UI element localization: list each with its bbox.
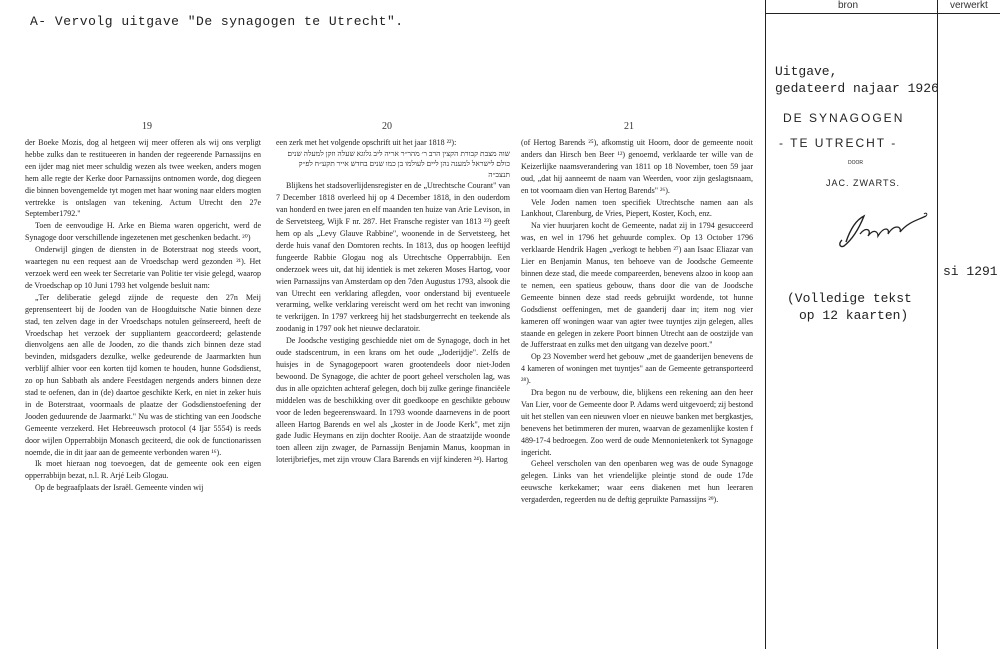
booklet-title-line-1: DE SYNAGOGEN <box>783 111 905 125</box>
paragraph: (of Hertog Barends ²⁵), afkomstig uit Hoorn, door de gemeente nooit anders dan Hirsch ben Beer ¹²) genoemd, verklaarde ter wille van de Keizerlijke naamsverandering van 1811 op 18 November, toen 59 jaar oud, „dat hij aanneemt de naam van Weerden, voor zijn geslagtsnaam, en tot voornaam dien van Hertog Barends" ²⁶). <box>521 138 753 195</box>
note-line-1: (Volledige tekst <box>787 291 912 306</box>
paragraph: „Ter deliberatie gelegd zijnde de requeste den 27n Meij geprensenteert bij de Jooden van de Hoogduitsche Natie binnen deze stad, ten zelven dage in der Vroedschaps notulen geïnsereerd, heeft de Vroedschap het verzoek der suppliantern geaccordeerd; gelastende dienvolgens aen alle de Jooden, zo die thands zich binnen deze stad bevinden, midsgaders dezulke, welke gedeurende de Jaarmarkten hun verblijf alhier voor een korten tijd komen te houden, hunne Godsdienst, zo op hun Sabbath als andere Feestdagen nergends anders binnen deze stad te oefenen, dan in (de) daartoe geschikte Kerk, en niet in zeker huis in de Boterstraat, voormaals de plaatze der Godsdienstoefening der Jooden geduurende de Jaarmarkt." Nu was de stichting van een Joodsche Gemeente verzekerd. Het Hebreeuwsch protocol (4 Ijar 5554) is reeds door wijlen Opperrabbijn Monasch geciteerd, die ook de functionarissen noemde, die in dit jaar aan de gemeente verbonden waren ¹⁶). <box>25 292 261 457</box>
header-bron: bron <box>838 0 859 11</box>
paragraph: Vele Joden namen toen specifiek Utrechtsche namen aan als Lankhout, Clarenburg, de Vries, Piepert, Koster, Koch, enz. <box>521 197 753 219</box>
paragraph: der Boeke Mozis, dog al hetgeen wij meer offeren als wij ons verpligt hebbe zulks dan te restitueeren in handen der regeerende Parnassijns en een ijder mag niet meer schuldig wezen als twee weeken, anders mogen hem alle regte der Kerke door Parnassijns ontnomen worde, dog diegeen die binnen bovengemelde tyt mogen met haar woning naar elders mogten vertrekke is ontslagen van tekening. Actum Utrecht den 27e September1792." <box>25 138 261 219</box>
paragraph: Onderwijl gingen de diensten in de Boterstraat nog steeds voort, waartegen nu een request aan de Vroedschap werd gezonden ²¹). Het verzoek werd een week ter Secretarie van Politie ter visie gelegd, waarop de Vroedschap op 10 Juni 1793 het volgende besluit nam: <box>25 245 261 290</box>
paragraph: Geheel verscholen van den openbaren weg was de oude Synagoge gelegen. Links van het vriendelijke pleintje stond de oude 17de eeuwsche kerkekamer; waar eens diakenen met hun leeraren vergaderden, regeerden nu de deftig gepruikte Parnassijns ²⁹). <box>521 459 753 505</box>
paragraph: Ik moet hieraan nog toevoegen, dat de gemeente ook een eigen opperrabbijn bezat, n.l. R. Arjé Leib Glogau. <box>25 459 261 481</box>
sidebar-header-rule <box>765 13 1000 14</box>
page-heading: A- Vervolg uitgave "De synagogen te Utrecht". <box>30 14 404 29</box>
sidebar-left-border <box>765 0 766 649</box>
paragraph: Toen de eenvoudige H. Arke en Biema waren opgericht, werd de Synagoge door verschillende ingezetenen met geschenken bedacht. ²⁰) <box>25 221 261 243</box>
paragraph: Op de begraafplaats der Israël. Gemeente vinden wij <box>35 483 204 493</box>
author-signature <box>834 208 934 250</box>
paragraph: Na vier huurjaren kocht de Gemeente, nadat zij in 1794 gesucceerd was, en wel in 1796 het gehuurde complex. Op 13 October 1796 verklaarde Hendrik Hagen „verkogt te hebben ²⁷) aan Isaac Eliazar van Lier en Benjamin Manus, ten behoeve van de Joodsche Gemeente binnen deze stad, die meede compareerden, benevens alzoo in koop aan te nemen, een spatieus gebouw, thans door die van de Joodsche Gemeente binnen deze stad reeds gebruijkt wordende, tot hunne Godsdienst oeffeningen, met de gaanderij daar in; item nog vier kameren off woningen waar van agter twee tuyntjes zijn gelegen, alles staande en gelegen in zekere Poort binnen Utrecht aan de oostzijde van de Jufferstraat en zulks met den uitgang van dezelve poort." <box>521 221 753 350</box>
dated-label: gedateerd najaar 1926 <box>775 81 939 96</box>
booklet-title-line-2: - TE UTRECHT - <box>779 136 898 150</box>
page-number-21: 21 <box>624 121 634 132</box>
paragraph: een zerk met het volgende opschrift uit het jaar 1818 ²²): <box>276 138 457 147</box>
page-number-20: 20 <box>382 121 392 132</box>
text-column-20 <box>276 137 510 466</box>
page-number-19: 19 <box>142 121 152 132</box>
text-column-19 <box>25 137 261 494</box>
text-column-21 <box>521 137 753 506</box>
archive-code: si 1291 <box>943 264 998 279</box>
paragraph: Op 23 November werd het gebouw „met de gaanderijen benevens de 4 kameren of woningen met tuyntjes" aan de Gemeente getransporteerd ²⁸). <box>521 352 753 386</box>
author-name: JAC. ZWARTS. <box>826 178 901 188</box>
sidebar-column-divider <box>937 0 938 649</box>
note-line-2: op 12 kaarten) <box>799 308 909 323</box>
paragraph: De Joodsche vestiging geschiedde niet om de Synagoge, doch in het oude stadscentrum, in een krans om het oude „Joderijdje". Zelfs de huisjes in de Synagogepoort waren grootendeels door niet-Joden bewoond. De Synagoge, die achter de poort geheel verscholen lag, was dus in alle opzichten achteraf gelegen, doch bij zulke geringe financiëele middelen was de beschikking over dit goedkoope en geschikte gebouw voor de leden begeerenswaard. In 1793 woonde daarnevens in de poort alleen Hartog Barends en wel als „koster in de Joode Kerk", met zijn gade Judic Heymans en zijn dochter Rooije. Aan de straatzijde woonde toen alleen zijn zwager, de Parnassijn Benjamin Manus, koopman in loterijbriefjes, met zijn vrouw Clara Barends en vijf kinderen ²⁴). Hartog <box>276 336 510 465</box>
uitgave-label: Uitgave, <box>775 64 838 79</box>
header-verwerkt: verwerkt <box>950 0 988 11</box>
door-label: DOOR <box>848 160 863 166</box>
paragraph: Blijkens het stadsoverlijdensregister en de „Utrechtsche Courant" van 7 December 1818 overleed hij op 4 December 1818, in den ouderdom van honderd en twee jaren en elf maanden ten huize van Arie Levison, in de Servetsteeg, Wijk F nr. 287. Het Fransche register van 1813 ²³) geeft hem op als „Levy Glauve Rabbine", woonende in de Servetsteeg, het derde huis vanaf den Domtoren rechts. In 1813, dus op hoogen leeftijd fungeerde Rabbie Glogau nog als Utrechtsche Opperrabbijn. Een onderzoek wees uit, dat hij identiek is met zekeren Moses Hartog, voor wien Parnassijns van Amsterdam op den 7den Augustus 1793, alsook die van Utrecht een verklaring aflegden, voor onderstand bij eventueele verarming, welke verklaring vereischt werd om het recht van inwoning te verkrijgen. In 1797 verkreeg hij het stadsburgerrecht en teekende als zoodanig in 1797 ook het nieuwe declaratoir. <box>276 181 510 334</box>
hebrew-inscription: שוה מצבת קבורת הקצין הרב ר׳ מהר״ר אריה ליב גלוגא שעלה וזקן למעלה שנים כולם לישראל למענה נהן ליים לעולמו בן כמו שנים בחדש אייר תקע״ח לפ״ק תנצב״ה <box>287 148 510 179</box>
paragraph: Dra begon nu de verbouw, die, blijkens een rekening aan den heer Van Lier, voor de Gemeente door P. Adams werd uitgevoerd; zij bestond uit het stellen van een nieuwen vloer en nieuwe banken met bergkastjes, benevens het betimmeren der muren, waarvan de gezamenlijke kosten f 489-17-4 bedroegen. Zoo werd de oude Mennonietenkerk tot Synagoge ingericht. <box>521 388 753 457</box>
